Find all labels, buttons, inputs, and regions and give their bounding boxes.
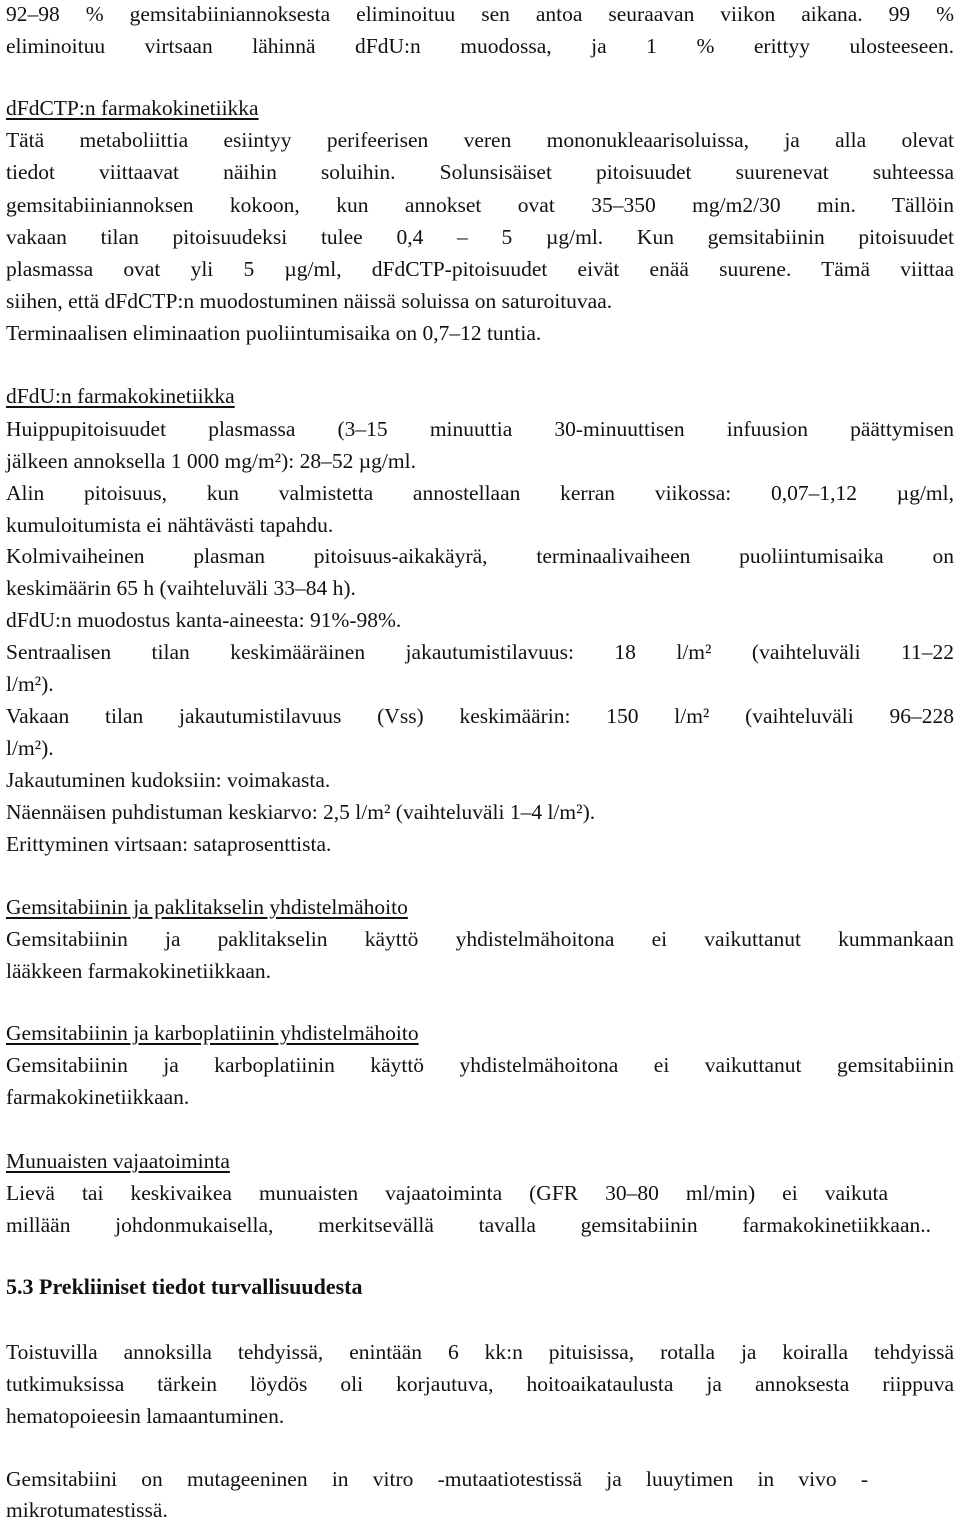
text-line: gemsitabiiniannoksen kokoon, kun annokset ovat 35–350 mg/m2/30 min. Tällöin xyxy=(6,193,954,217)
text-line: dFdU:n muodostus kanta-aineesta: 91%-98%. xyxy=(6,608,402,632)
text-line: farmakokinetiikkaan. xyxy=(6,1085,190,1109)
text-line: Näennäisen puhdistuman keskiarvo: 2,5 l/m² (vaihteluväli 1–4 l/m²). xyxy=(6,800,596,824)
text-line: jälkeen annoksella 1 000 mg/m²): 28–52 µg/ml. xyxy=(6,449,416,473)
text-line: Gemsitabiinin ja karboplatiinin käyttö yhdistelmähoitona ei vaikuttanut gemsitabiinin xyxy=(6,1053,954,1077)
section-title-preclinical: 5.3 Prekliiniset tiedot turvallisuudesta xyxy=(6,1274,363,1299)
text-line: siihen, että dFdCTP:n muodostuminen näissä soluissa on saturoituvaa. xyxy=(6,289,613,313)
text-line: Alin pitoisuus, kun valmistetta annostellaan kerran viikossa: 0,07–1,12 µg/ml, xyxy=(6,481,954,505)
section-heading-dfdctp: dFdCTP:n farmakokinetiikka xyxy=(6,96,259,120)
text-line: Toistuvilla annoksilla tehdyissä, enintään 6 kk:n pituisissa, rotalla ja koiralla tehdyissä xyxy=(6,1340,954,1364)
text-line: plasmassa ovat yli 5 µg/ml, dFdCTP-pitoisuudet eivät enää suurene. Tämä viittaa xyxy=(6,257,954,281)
text-line: tutkimuksissa tärkein löydös oli korjautuva, hoitoaikataulusta ja annoksesta riippuva xyxy=(6,1372,954,1396)
text-line: 92–98 % gemsitabiiniannoksesta eliminoituu sen antoa seuraavan viikon aikana. 99 % xyxy=(6,2,954,26)
text-line: Erittyminen virtsaan: sataprosenttista. xyxy=(6,832,332,856)
text-line: Gemsitabiinin ja paklitakselin käyttö yhdistelmähoitona ei vaikuttanut kummankaan xyxy=(6,927,954,951)
section-heading-carboplatin: Gemsitabiinin ja karboplatiinin yhdistelmähoito xyxy=(6,1021,419,1045)
text-line: l/m²). xyxy=(6,736,54,760)
text-line: Vakaan tilan jakautumistilavuus (Vss) keskimäärin: 150 l/m² (vaihteluväli 96–228 xyxy=(6,704,954,728)
text-line: hematopoieesin lamaantuminen. xyxy=(6,1404,285,1428)
text-line: millään johdonmukaisella, merkitsevällä tavalla gemsitabiinin farmakokinetiikkaan.. xyxy=(6,1213,931,1237)
text-line: tiedot viittaavat näihin soluihin. Solunsisäiset pitoisuudet suurenevat suhteessa xyxy=(6,160,954,184)
section-heading-paclitaxel: Gemsitabiinin ja paklitakselin yhdistelmähoito xyxy=(6,895,408,919)
text-line: Kolmivaiheinen plasman pitoisuus-aikakäyrä, terminaalivaiheen puoliintumisaika on xyxy=(6,544,954,568)
text-line: l/m²). xyxy=(6,672,54,696)
text-line: vakaan tilan pitoisuudeksi tulee 0,4 – 5 µg/ml. Kun gemsitabiinin pitoisuudet xyxy=(6,225,954,249)
text-line: Sentraalisen tilan keskimääräinen jakautumistilavuus: 18 l/m² (vaihteluväli 11–22 xyxy=(6,640,954,664)
text-line: Terminaalisen eliminaation puoliintumisaika on 0,7–12 tuntia. xyxy=(6,321,542,345)
section-heading-dfdu: dFdU:n farmakokinetiikka xyxy=(6,384,235,408)
text-line: Jakautuminen kudoksiin: voimakasta. xyxy=(6,768,331,792)
text-line: lääkkeen farmakokinetiikkaan. xyxy=(6,959,272,983)
text-line: Gemsitabiini on mutageeninen in vitro -mutaatiotestissä ja luuytimen in vivo - xyxy=(6,1467,868,1491)
text-line: keskimäärin 65 h (vaihteluväli 33–84 h). xyxy=(6,576,356,600)
text-line: Lievä tai keskivaikea munuaisten vajaatoiminta (GFR 30–80 ml/min) ei vaikuta xyxy=(6,1181,888,1205)
text-line: kumuloitumista ei nähtävästi tapahdu. xyxy=(6,513,334,537)
text-line: mikrotumatestissä. xyxy=(6,1498,168,1522)
text-line: eliminoituu virtsaan lähinnä dFdU:n muodossa, ja 1 % erittyy ulosteeseen. xyxy=(6,34,954,58)
section-heading-renal: Munuaisten vajaatoiminta xyxy=(6,1149,230,1173)
text-line: Huippupitoisuudet plasmassa (3–15 minuuttia 30-minuuttisen infuusion päättymisen xyxy=(6,417,954,441)
text-line: Tätä metaboliittia esiintyy perifeerisen veren mononukleaarisoluissa, ja alla olevat xyxy=(6,128,954,152)
